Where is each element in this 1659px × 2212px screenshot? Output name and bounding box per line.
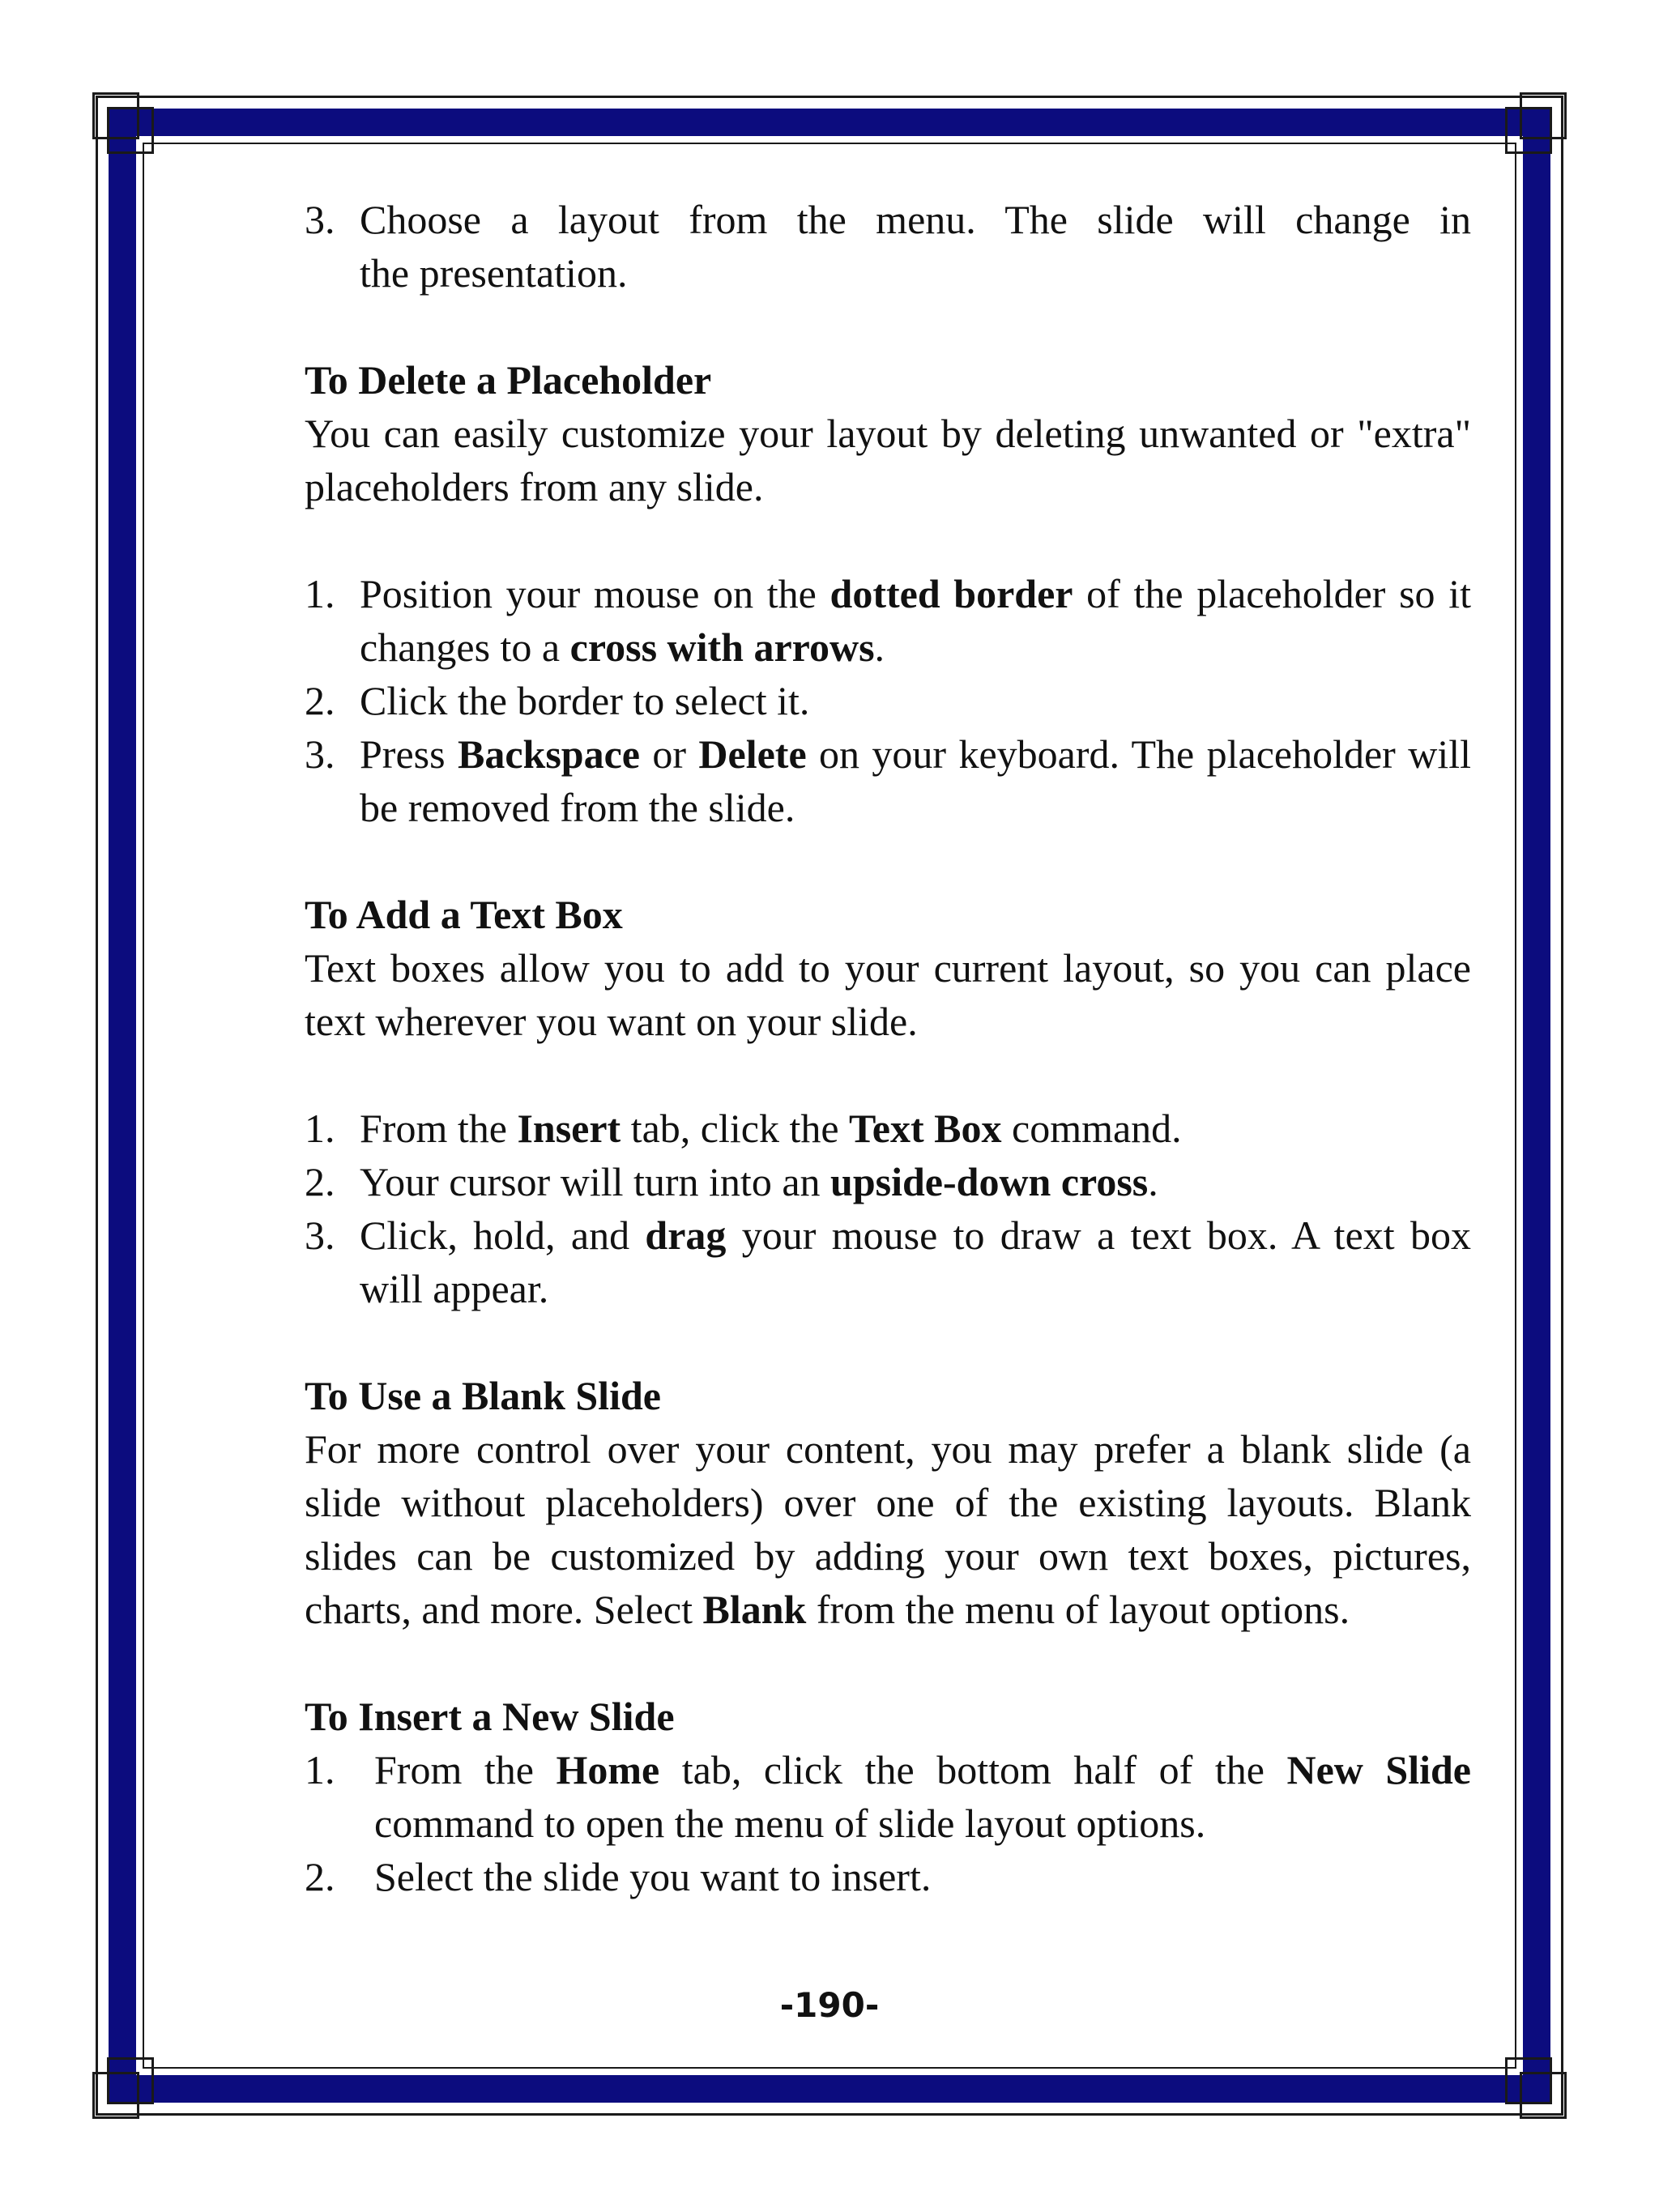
list-text: Position your mouse on the dotted border of the placeholder so it changes to a cross with arrows. bbox=[360, 571, 1471, 670]
list-text: From the Home tab, click the bottom half of the New Slide command to open the menu of slide layout options. bbox=[374, 1747, 1471, 1846]
list-number: 3. bbox=[305, 1213, 335, 1258]
list-text-line: Choose a layout from the menu. The slide will change in bbox=[360, 197, 1471, 242]
list-text: Your cursor will turn into an upside-down cross. bbox=[360, 1159, 1158, 1204]
page-number: -190- bbox=[779, 1985, 880, 2025]
corner-ornament-bottom-left bbox=[92, 2057, 154, 2119]
corner-ornament-top-right bbox=[1505, 92, 1567, 154]
section-body: Text boxes allow you to add to your current layout, so you can place text wherever you want on your slide. bbox=[305, 945, 1471, 1044]
list-text: Click the border to select it. bbox=[360, 678, 810, 723]
list-number: 3. bbox=[305, 197, 335, 242]
page-content bbox=[305, 193, 1471, 1903]
list-item bbox=[305, 1208, 1471, 1315]
list-item bbox=[305, 567, 1471, 674]
list-number: 1. bbox=[305, 571, 335, 616]
list-item bbox=[305, 1850, 1471, 1903]
list-text: Press Backspace or Delete on your keyboard. The placeholder will be removed from the slide. bbox=[360, 731, 1471, 830]
list-item bbox=[305, 193, 1471, 300]
list-text: Click, hold, and drag your mouse to draw a text box. A text box will appear. bbox=[360, 1213, 1471, 1311]
list-item bbox=[305, 1743, 1471, 1850]
list-number: 2. bbox=[305, 1854, 335, 1899]
list-text bbox=[360, 193, 1471, 300]
list-number: 1. bbox=[305, 1106, 335, 1151]
list-number: 2. bbox=[305, 678, 335, 723]
list-number: 2. bbox=[305, 1159, 335, 1204]
list-item bbox=[305, 1102, 1471, 1155]
list-number: 1. bbox=[305, 1747, 335, 1792]
list-text-line: the presentation. bbox=[360, 250, 628, 296]
corner-ornament-top-left bbox=[92, 92, 154, 154]
section-body: You can easily customize your layout by deleting unwanted or "extra" placeholders from any slide. bbox=[305, 411, 1471, 509]
list-item bbox=[305, 727, 1471, 834]
corner-ornament-bottom-right bbox=[1505, 2057, 1567, 2119]
list-number: 3. bbox=[305, 731, 335, 777]
section-heading: To Add a Text Box bbox=[305, 892, 623, 937]
section-heading: To Use a Blank Slide bbox=[305, 1373, 661, 1418]
section-body: For more control over your content, you may prefer a blank slide (a slide without placeholders) over one of the existing layouts. Blank slides can be customized by adding your own text boxes, pictures, charts, and more. Select Blank from the menu of layout options. bbox=[305, 1426, 1471, 1632]
list-item bbox=[305, 1155, 1471, 1208]
section-heading: To Delete a Placeholder bbox=[305, 357, 712, 403]
list-text: Select the slide you want to insert. bbox=[374, 1854, 932, 1899]
list-item bbox=[305, 674, 1471, 727]
section-heading: To Insert a New Slide bbox=[305, 1694, 675, 1739]
list-text: From the Insert tab, click the Text Box command. bbox=[360, 1106, 1182, 1151]
